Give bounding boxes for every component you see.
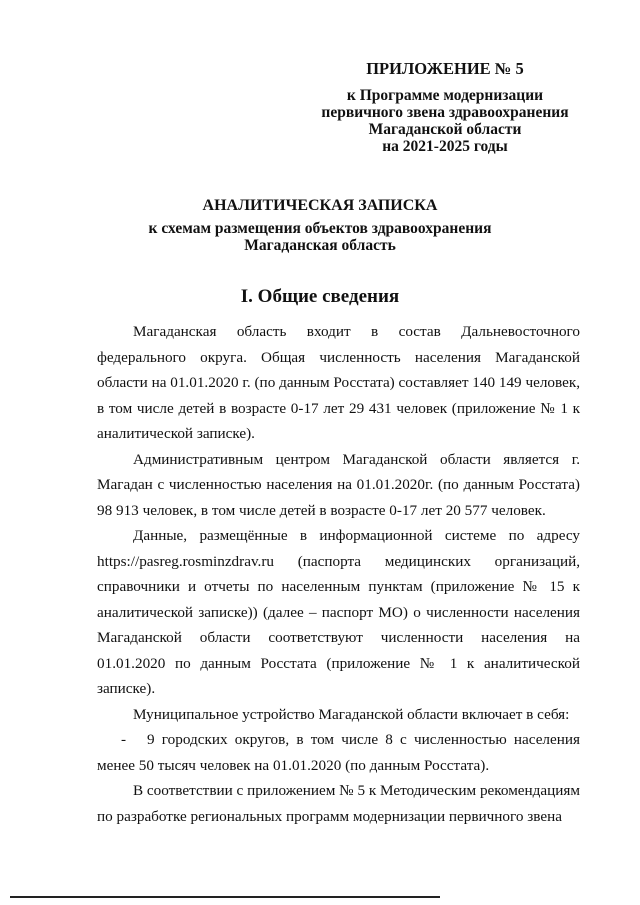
document-region: Магаданская область [244, 237, 396, 254]
list-item-text: 9 городских округов, в том числе 8 с численностью населения менее 50 тысяч человек на 01.01.2020 (по данным Росстата). [97, 731, 580, 774]
document-subtitle: к схемам размещения объектов здравоохранения [148, 220, 492, 237]
paragraph: Муниципальное устройство Магаданской области включает в себя: [133, 705, 570, 723]
paragraph: В соответствии с приложением № 5 к Методическим рекомендациям по разработке региональных программ модернизации первичного звена [97, 782, 580, 825]
appendix-title: ПРИЛОЖЕНИЕ № 5 [366, 59, 524, 78]
document-body [97, 319, 580, 829]
document-title-block [60, 197, 580, 254]
appendix-line: Магаданской области [368, 121, 522, 138]
appendix-line: на 2021-2025 годы [382, 138, 508, 155]
list-item [97, 727, 580, 778]
paragraph: Административным центром Магаданской области является г. Магадан с численностью населения на 01.01.2020г. (по данным Росстата) 98 913 человек, в том числе детей в возрасте 0-17 лет 20 577 человек. [97, 450, 580, 519]
list-marker: - [121, 731, 127, 748]
paragraph: Данные, размещённые в информационной системе по адресу https://pasreg.rosminzdrav.ru (паспорта медицинских организаций, справочники и отчеты по населенным пунктам (приложение № 15 к аналитической записке)) (далее – паспорт МО) о численности населения Магаданской области соответствуют численности населения на 01.01.2020 по данным Росстата (приложение № 1 к аналитической записке). [97, 527, 580, 697]
appendix-line: первичного звена здравоохранения [321, 104, 569, 121]
document-title: АНАЛИТИЧЕСКАЯ ЗАПИСКА [202, 197, 438, 214]
appendix-line: к Программе модернизации [346, 87, 544, 104]
paragraph: Магаданская область входит в состав Дальневосточного федерального округа. Общая численность населения Магаданской области на 01.01.2020 г. (по данным Росстата) составляет 140 149 человек, в том числе детей в возрасте 0-17 лет 29 431 человек (приложение № 1 к аналитической записке). [97, 323, 580, 442]
footer-rule [10, 896, 440, 898]
section-heading: I. Общие сведения [240, 286, 400, 307]
appendix-header [300, 60, 590, 155]
